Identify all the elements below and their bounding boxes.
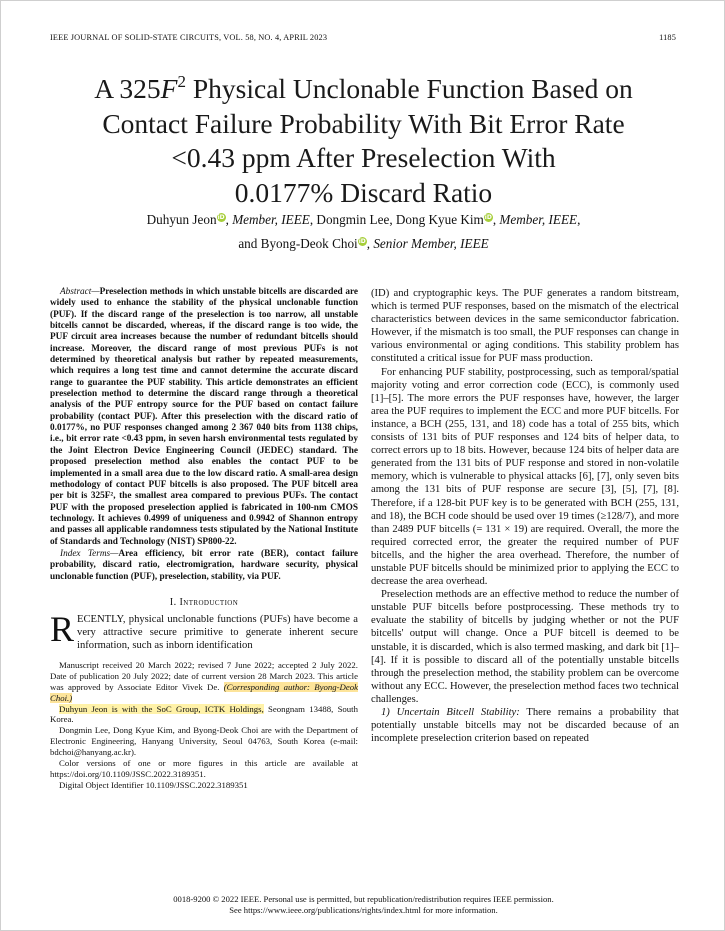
author-line-2: and Byong-Deok ChoiiD, Senior Member, IEEE xyxy=(238,236,489,251)
right-column xyxy=(371,287,679,745)
author-role-4: Senior Member, IEEE xyxy=(373,236,489,251)
page-number: 1185 xyxy=(659,33,676,42)
abstract-lead: Abstract xyxy=(60,287,92,297)
footnote-affiliation-1-rest: Seongnam 13488, South Korea. xyxy=(50,703,358,725)
footnote-manuscript-text: Manuscript received 20 March 2022; revised 7 June 2022; accepted 2 July 2022. Date of publication 20 July 2022; date of current version 28 March 2023. This article was approved by Associate Editor Vivek De. xyxy=(50,660,358,692)
author-role-1: Member, IEEE xyxy=(232,212,310,227)
intro-text: ECENTLY, physical unclonable functions (PUFs) have become a very attractive secure primitive to generate inherent secure information, such as inborn identification xyxy=(77,613,358,652)
title-line-1-prefix: A 325 xyxy=(94,73,161,104)
subsection-label: 1) Uncertain Bitcell Stability: xyxy=(381,707,520,718)
author-name-1: Duhyun Jeon xyxy=(146,212,217,227)
footnote-affiliation-1 xyxy=(50,704,358,726)
orcid-icon[interactable]: iD xyxy=(217,214,225,221)
author-name-4: and Byong-Deok Choi xyxy=(238,236,358,251)
author-line-1: Duhyun JeoniD, Member, IEEE, Dongmin Lee, Dong Kyue KimiD, Member, IEEE, xyxy=(146,212,581,227)
copyright-footer xyxy=(1,894,725,916)
body-paragraph-4-text: There remains a probability that potentially unstable bitcells may not be discarded because of an incomplete preselection criterion based on repeated xyxy=(371,707,679,745)
author-name-2: Dongmin Lee xyxy=(316,212,390,227)
body-paragraph-2: For enhancing PUF stability, postprocessing, such as temporal/spatial majority voting and error correction code (ECC), is commonly used [1]–[5]. The more errors the PUF responses have, however, the larger area the PUF requires to implement the ECC and more PUF bitcells. For instance, a BCH (255, 131, and 18) code has a total of 255 bits, which consists of 131 bits of PUF responses and 124 bits of helper data, to correct errors up to 18 bits. However, because 124 bits of helper data are generated from the 131 bits of PUF response and stored in non-volatile memory, which is vulnerable to physical attacks [6], [7], only seven bits among the 131 bits of PUF response are secure [3], [5], [7], [8]. Therefore, if a 128-bit PUF key is to be generated with BCH (255, 131, and 18), the BCH code should be used over 19 times (≥128/7), and more than 2489 PUF bitcells (= 131 × 19) are required. Overall, the more the required corrected error, the greater the required number of PUF bitcells, and the higher the area overhead. Therefore, the number of unstable PUF bitcells should be minimized prior to applying the ECC to decrease the area overhead. xyxy=(371,366,679,588)
index-terms-dash: — xyxy=(110,548,119,559)
highlighted-affiliation: Duhyun Jeon is with the SoC Group, ICTK Holdings, xyxy=(59,703,264,714)
footnotes xyxy=(50,660,358,790)
title-line-1-suffix: Physical Unclonable Function Based on xyxy=(185,73,633,104)
paper-title xyxy=(31,72,696,210)
footnote-manuscript xyxy=(50,660,358,703)
body-paragraph-3: Preselection methods are an effective method to reduce the number of unstable PUF bitcells before postprocessing. These methods try to evaluate the stability of bitcells by judging whether or not the PUF bitcells' output will change. Once a PUF bitcell is deemed to be unstable, it is discarded, which is also termed masking, and dark bit [1]–[4]. If it is possible to discard all of the potentially unstable bitcells through the preselection method, the stability problem can be overcome without any ECC. However, the preselection method faces two technical challenges. xyxy=(371,589,679,705)
journal-header: IEEE JOURNAL OF SOLID-STATE CIRCUITS, VOL. 58, NO. 4, APRIL 2023 xyxy=(50,33,328,42)
copyright-line-2: See https://www.ieee.org/publications/rights/index.html for more information. xyxy=(229,905,498,915)
footnote-affiliation-2: Dongmin Lee, Dong Kyue Kim, and Byong-Deok Choi are with the Department of Electronic Engineering, Hanyang University, Seoul 04763, South Korea (e-mail: bdchoi@hanyang.ac.kr). xyxy=(50,725,358,757)
drop-cap: R xyxy=(50,608,75,649)
author-name-3: Dong Kyue Kim xyxy=(395,212,484,227)
title-line-2: Contact Failure Probability With Bit Error Rate xyxy=(102,107,625,139)
abstract-dash: — xyxy=(91,287,100,297)
body-paragraph-4 xyxy=(371,706,679,745)
title-line-3: <0.43 ppm After Preselection With xyxy=(171,142,556,173)
index-terms-lead: Index Terms xyxy=(60,548,111,559)
title-line-1 xyxy=(31,72,696,107)
title-superscript: 2 xyxy=(177,72,186,91)
index-terms xyxy=(50,549,358,583)
copyright-line-1: 0018-9200 © 2022 IEEE. Personal use is permitted, but republication/redistribution requires IEEE permission. xyxy=(173,894,554,904)
title-variable-f: F xyxy=(160,73,178,104)
author-list xyxy=(41,208,686,256)
footnote-corresponding-author: (Corresponding author: Byong-Deok Choi.) xyxy=(50,681,358,703)
section-heading-introduction: I. Introduction xyxy=(169,596,239,608)
footnote-doi: Digital Object Identifier 10.1109/JSSC.2022.3189351 xyxy=(59,779,248,790)
title-line-4: 0.0177% Discard Ratio xyxy=(234,176,493,208)
left-column xyxy=(50,287,358,790)
orcid-icon[interactable]: iD xyxy=(484,214,492,221)
body-paragraph-1: (ID) and cryptographic keys. The PUF generates a random bitstream, which is termed PUF responses, based on the mismatch of the electrical characteristics between devices in the same semiconductor fabrication. However, if the mismatch is too small, the PUF responses can change in various environmental or aging conditions. This stability problem has constituted a critical issue for PUF mass production. xyxy=(371,288,679,365)
footnote-color-versions: Color versions of one or more figures in this article are available at https://doi.org/10.1109/JSSC.2022.3189351. xyxy=(50,757,358,779)
index-terms-text: Area efficiency, bit error rate (BER), contact failure probability, discard ratio, electromigration, hardware security, physical unclonable function (PUF), preselection, stability, via PUF. xyxy=(50,548,358,582)
intro-paragraph xyxy=(50,608,358,652)
abstract xyxy=(50,287,358,548)
abstract-text: Preselection methods in which unstable bitcells are discarded are widely used to enhance the stability of the physical unclonable function (PUF). If the discard range of the preselection is too narrow, all unstable bitcells cannot be discarded, whereas, if the discard range is too wide, the PUF circuit area increases because the number of redundant bitcells should increase. Moreover, the discard range of most previous PUFs is not determined by theoretical analysis but rather by repeated measurements, which requires a long test time and cannot determine the accurate discard range to guarantee the PUF stability. This article demonstrates an efficient preselection method to determine the discard range through a theoretical analysis of the PUF entropy source for the PUF based on contact failure probability (contact PUF). After this preselection with the discard ratio of 0.0177%, no PUF responses changed among 2 367 040 bits from 1138 chips, i.e., bit error rate <0.43 ppm, in seven harsh environmental tests regulated by the Joint Electron Device Engineering Council (JEDEC) standard. The proposed preselection method also enables the contact PUF to be implemented in a small area due to the low discard ratio. A small-area design methodology of contact PUF bitcells is also proposed. The PUF bitcell area per bit is 325F², the smallest area compared to previous PUFs. The contact PUF with the proposed preselection applied is fabricated in 100-nm CMOS technology. It achieves 0.4999 of uniqueness and 0.9942 of Shannon entropy and passes all applicable randomness tests stipulated by the National Institute of Standards and Technology (NIST) SP800-22. xyxy=(50,287,358,547)
author-role-3: Member, IEEE xyxy=(499,212,578,227)
orcid-icon[interactable]: iD xyxy=(358,238,366,245)
